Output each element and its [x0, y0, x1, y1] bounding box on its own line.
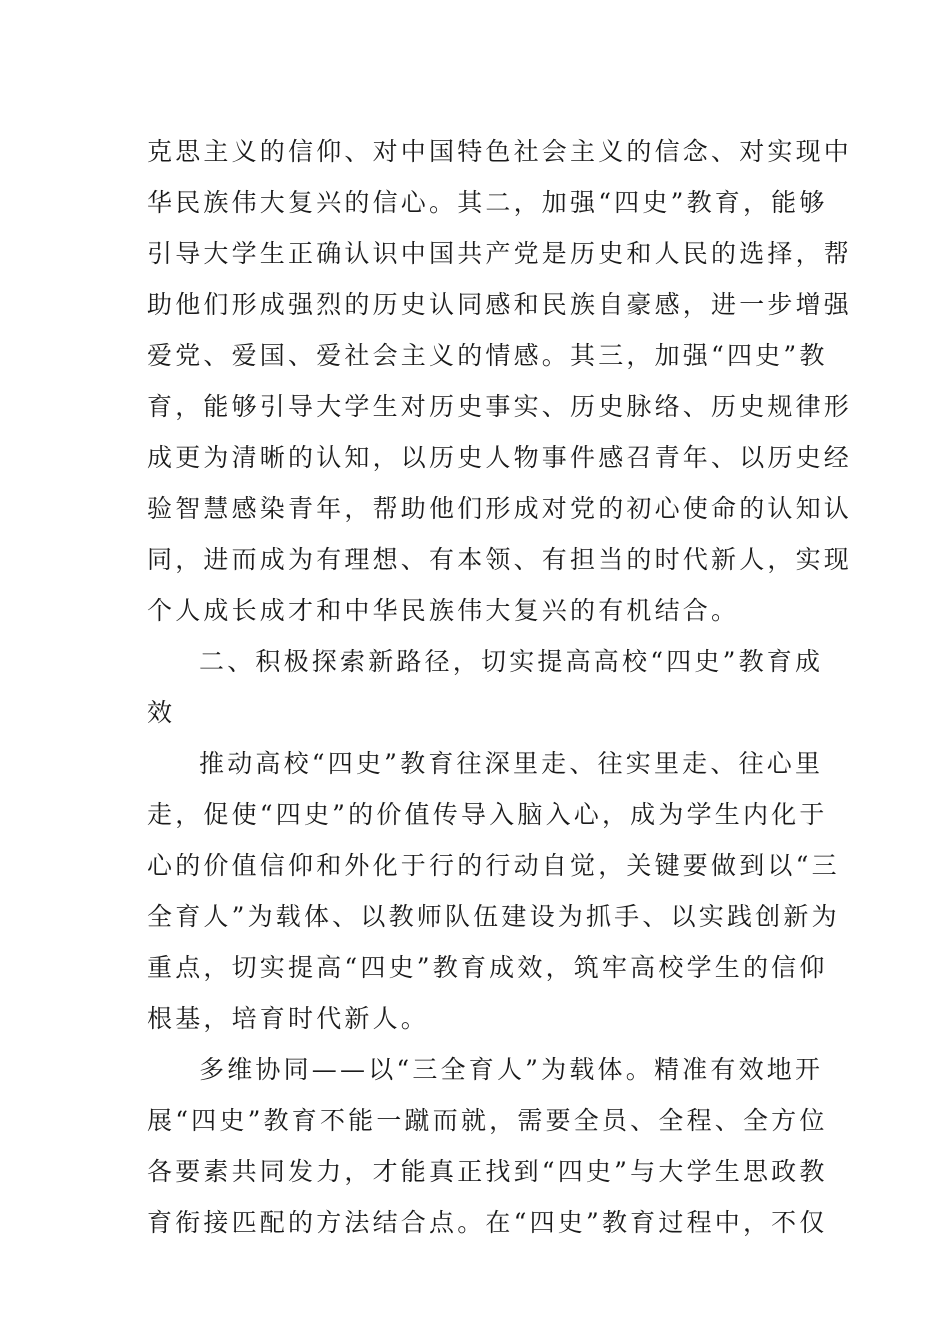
text-line: 二、积极探索新路径，切实提高高校“四史”教育成 [199, 647, 824, 676]
text-line: 心的价值信仰和外化于行的行动自觉，关键要做到以“三 [147, 851, 840, 880]
paragraph-1 [147, 126, 853, 636]
text-line: 走，促使“四史”的价值传导入脑入心，成为学生内化于 [147, 800, 828, 829]
body-text [147, 126, 853, 1248]
text-line: 育，能够引导大学生对历史事实、历史脉络、历史规律形 [147, 392, 853, 421]
text-line: 育衔接匹配的方法结合点。在“四史”教育过程中，不仅 [147, 1208, 828, 1237]
text-line: 推动高校“四史”教育往深里走、往实里走、往心里 [199, 749, 824, 778]
text-line: 爱党、爱国、爱社会主义的情感。其三，加强“四史”教 [147, 341, 828, 370]
text-line: 助他们形成强烈的历史认同感和民族自豪感，进一步增强 [147, 290, 853, 319]
text-line: 验智慧感染青年，帮助他们形成对党的初心使命的认知认 [147, 494, 853, 523]
paragraph-4 [147, 1044, 828, 1248]
text-line: 根基，培育时代新人。 [147, 1004, 430, 1033]
paragraph-3 [147, 738, 840, 1044]
text-line: 克思主义的信仰、对中国特色社会主义的信念、对实现中 [147, 137, 853, 166]
text-line: 引导大学生正确认识中国共产党是历史和人民的选择，帮 [147, 239, 853, 268]
text-line: 各要素共同发力，才能真正找到“四史”与大学生思政教 [147, 1157, 828, 1186]
text-line: 成更为清晰的认知，以历史人物事件感召青年、以历史经 [147, 443, 853, 472]
text-line: 重点，切实提高“四史”教育成效，筑牢高校学生的信仰 [147, 953, 828, 982]
text-line: 全育人”为载体、以教师队伍建设为抓手、以实践创新为 [147, 902, 840, 931]
text-line: 展“四史”教育不能一蹴而就，需要全员、全程、全方位 [147, 1106, 828, 1135]
text-line: 个人成长成才和中华民族伟大复兴的有机结合。 [147, 596, 740, 625]
text-line: 多维协同——以“三全育人”为载体。精准有效地开 [199, 1055, 824, 1084]
text-line: 效 [147, 698, 176, 727]
section-heading [147, 636, 824, 738]
text-line: 华民族伟大复兴的信心。其二，加强“四史”教育，能够 [147, 188, 828, 217]
text-line: 同，进而成为有理想、有本领、有担当的时代新人，实现 [147, 545, 853, 574]
